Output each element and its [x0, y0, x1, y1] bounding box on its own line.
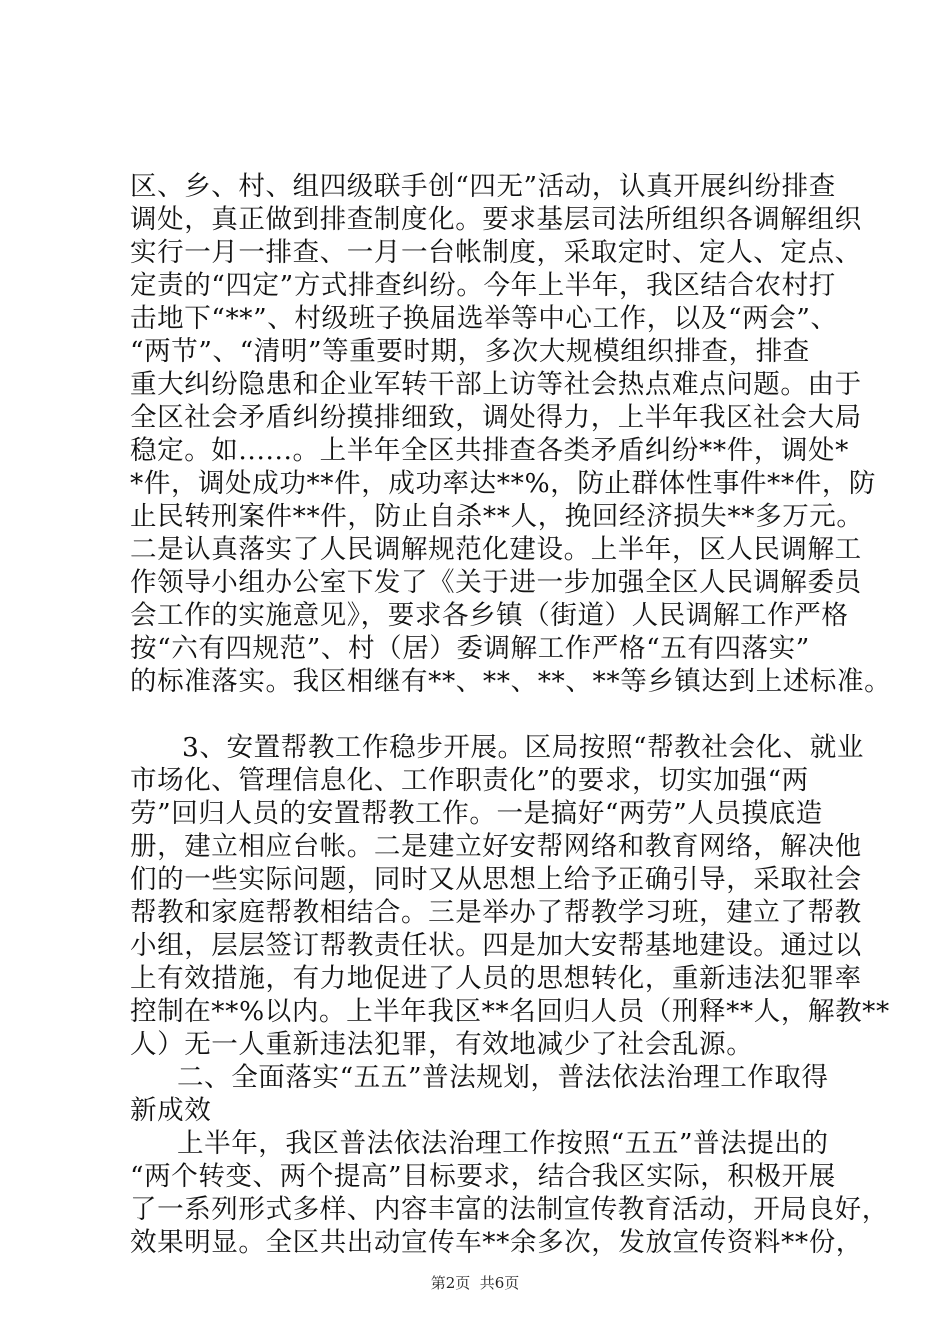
text-line: 控制在**%以内。上半年我区**名回归人员（刑释**人，解教** [130, 996, 890, 1027]
text-line: 二是认真落实了人民调解规范化建设。上半年，区人民调解工 [130, 534, 862, 565]
text-line: 3、安置帮教工作稳步开展。区局按照“帮教社会化、就业 [182, 732, 865, 763]
text-line: 们的一些实际问题，同时又从思想上给予正确引导，采取社会 [130, 864, 862, 895]
body-text [130, 170, 892, 1259]
text-line: 册，建立相应台帐。二是建立好安帮网络和教育网络，解决他 [130, 831, 862, 862]
text-line: *件，调处成功**件，成功率达**%，防止群体性事件**件，防 [130, 468, 877, 499]
text-line: 的标准落实。我区相继有**、**、**、**等乡镇达到上述标准。 [130, 666, 892, 697]
text-line: 上有效措施，有力地促进了人员的思想转化，重新违法犯罪率 [130, 963, 862, 994]
text-line: 止民转刑案件**件，防止自杀**人，挽回经济损失**多万元。 [130, 501, 864, 532]
text-line: 帮教和家庭帮教相结合。三是举办了帮教学习班，建立了帮教 [130, 897, 862, 928]
text-line: 上半年，我区普法依法治理工作按照“五五”普法提出的 [177, 1128, 829, 1159]
text-line: 定责的“四定”方式排查纠纷。今年上半年，我区结合农村打 [130, 270, 836, 301]
text-line: 了一系列形式多样、内容丰富的法制宣传教育活动，开局良好， [130, 1194, 889, 1225]
text-line: 重大纠纷隐患和企业军转干部上访等社会热点难点问题。由于 [130, 369, 862, 400]
text-line: 效果明显。全区共出动宣传车**余多次，发放宣传资料**份， [130, 1227, 863, 1258]
text-line: 稳定。如......。上半年全区共排查各类矛盾纠纷**件，调处* [130, 435, 849, 466]
text-line: “两节”、“清明”等重要时期，多次大规模组织排查，排查 [130, 336, 810, 367]
section-heading-line: 二、全面落实“五五”普法规划，普法依法治理工作取得 [177, 1062, 829, 1093]
text-line: 全区社会矛盾纠纷摸排细致，调处得力，上半年我区社会大局 [130, 402, 862, 433]
text-line: 按“六有四规范”、村（居）委调解工作严格“五有四落实” [130, 633, 810, 664]
text-line: “两个转变、两个提高”目标要求，结合我区实际，积极开展 [130, 1161, 836, 1192]
paragraph-gap [130, 698, 830, 731]
text-line: 作领导小组办公室下发了《关于进一步加强全区人民调解委员 [130, 567, 862, 598]
text-line: 击地下“**”、村级班子换届选举等中心工作，以及“两会”、 [130, 303, 838, 334]
text-line: 实行一月一排查、一月一台帐制度，采取定时、定人、定点、 [130, 237, 862, 268]
text-line: 市场化、管理信息化、工作职责化”的要求，切实加强“两 [130, 765, 809, 796]
text-line: 调处，真正做到排查制度化。要求基层司法所组织各调解组织 [130, 204, 862, 235]
page-footer: 第2页 共6页 [430, 1274, 520, 1292]
text-line: 劳”回归人员的安置帮教工作。一是搞好“两劳”人员摸底造 [130, 798, 823, 829]
text-line: 区、乡、村、组四级联手创“四无”活动，认真开展纠纷排查 [130, 171, 836, 202]
text-line: 人）无一人重新违法犯罪，有效地减少了社会乱源。 [130, 1029, 754, 1060]
text-line: 小组，层层签订帮教责任状。四是加大安帮基地建设。通过以 [130, 930, 862, 961]
section-heading-line: 新成效 [130, 1095, 212, 1126]
text-line: 会工作的实施意见》，要求各乡镇（街道）人民调解工作严格 [130, 600, 849, 631]
